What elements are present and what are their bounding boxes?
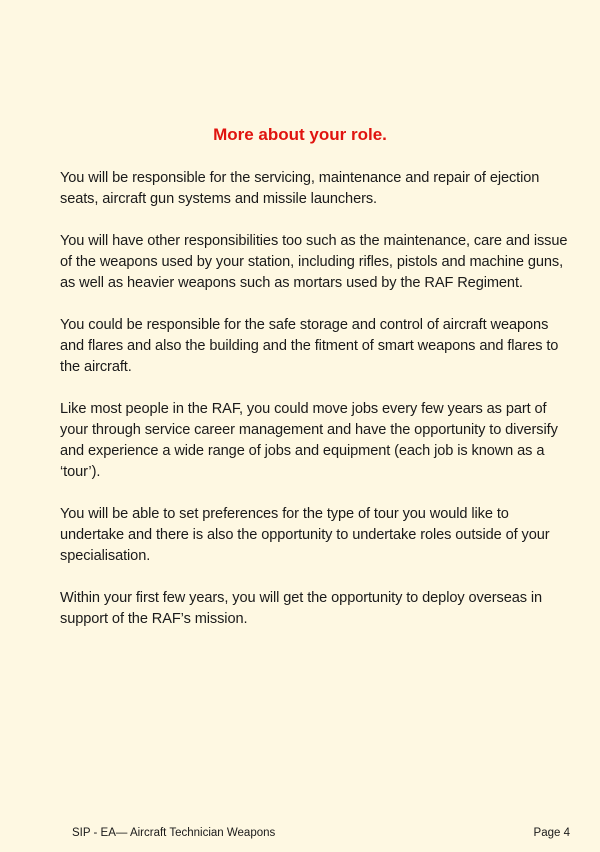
paragraph-preferences: You will be able to set preferences for the type of tour you would like to undertake and there is also the opportunity to undertake roles outside of your specialisation. bbox=[60, 506, 550, 564]
document-body bbox=[60, 168, 572, 651]
paragraph-responsibilities: You will be responsible for the servicing, maintenance and repair of ejection seats, aircraft gun systems and missile launchers. bbox=[60, 170, 540, 207]
paragraph-deploy-overseas: Within your first few years, you will get the opportunity to deploy overseas in support of the RAF’s mission. bbox=[60, 590, 543, 627]
paragraph-career-tours: Like most people in the RAF, you could move jobs every few years as part of your through service career management and have the opportunity to diversify and experience a wide range of jobs and equipment (each job is known as a ‘tour’). bbox=[60, 401, 558, 480]
paragraph-other-responsibilities: You will have other responsibilities too such as the maintenance, care and issue of the weapons used by your station, including rifles, pistols and machine guns, as well as heavier weapons such as mortars used by the RAF Regiment. bbox=[60, 233, 568, 291]
paragraph-storage-control: You could be responsible for the safe storage and control of aircraft weapons and flares and also the building and the fitment of smart weapons and flares to the aircraft. bbox=[60, 317, 559, 375]
page-title: More about your role. bbox=[213, 125, 387, 144]
footer-document-title: SIP - EA— Aircraft Technician Weapons bbox=[72, 827, 276, 839]
footer-page-number: Page 4 bbox=[533, 827, 570, 839]
